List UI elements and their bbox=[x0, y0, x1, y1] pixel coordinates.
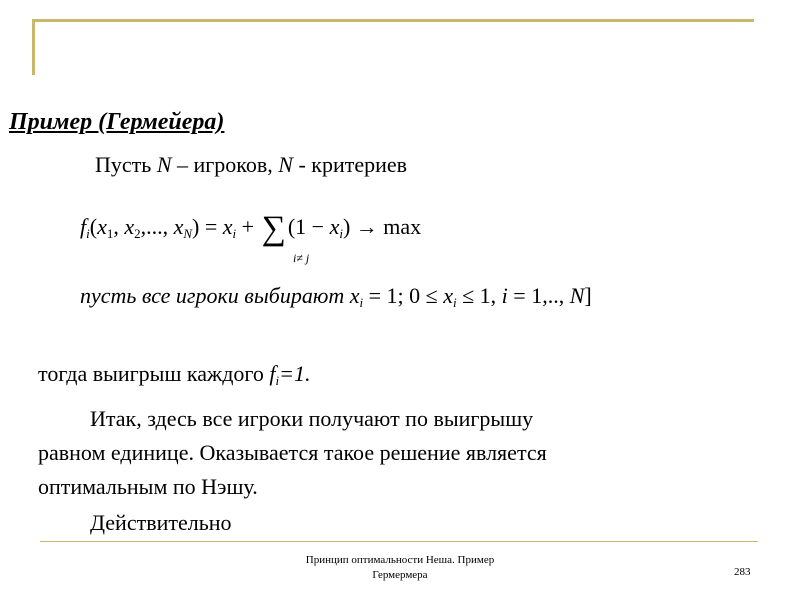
result-eq: =1. bbox=[279, 361, 311, 386]
condition-x: x bbox=[349, 283, 360, 308]
closing-word: Действительно bbox=[90, 510, 232, 535]
condition-tail: ≤ 1, bbox=[456, 283, 502, 308]
condition-words: пусть все игроки выбирают bbox=[80, 283, 350, 308]
footer-divider bbox=[40, 541, 758, 542]
formula-xi-index: i bbox=[232, 226, 237, 241]
decor-vertical-line bbox=[32, 19, 35, 75]
formula-x2-index: 2 bbox=[134, 226, 141, 241]
result-f: f bbox=[269, 361, 276, 386]
formula-close-eq: ) = bbox=[192, 214, 223, 239]
formula-comma2: ,..., bbox=[140, 214, 174, 239]
formula-plus: + bbox=[236, 214, 260, 239]
footer-line-1: Принцип оптимальности Неша. Пример bbox=[305, 554, 495, 566]
slide-title: Пример (Гермейера) bbox=[9, 109, 225, 135]
intro-line bbox=[95, 152, 407, 178]
paragraph bbox=[38, 402, 547, 504]
formula-xN: x bbox=[173, 214, 184, 239]
strategy-condition bbox=[80, 283, 592, 311]
formula-xN-index: N bbox=[183, 226, 193, 241]
intro-mid: – игроков, bbox=[171, 152, 279, 177]
condition-N: N bbox=[569, 283, 585, 308]
result-line bbox=[38, 361, 311, 389]
paragraph-line-1: Итак, здесь все игроки получают по выигрышу bbox=[90, 406, 534, 431]
formula-xi: x bbox=[222, 214, 233, 239]
condition-eq: = 1; 0 ≤ bbox=[363, 283, 444, 308]
formula-arrow-max: ) → max bbox=[342, 214, 422, 239]
formula-paren: (1 − bbox=[287, 214, 330, 239]
decor-top-line bbox=[32, 19, 754, 22]
footer-caption bbox=[250, 553, 550, 583]
condition-x2: x bbox=[443, 283, 453, 308]
formula-open: ( bbox=[89, 214, 98, 239]
payoff-formula bbox=[80, 210, 422, 265]
formula-x1-index: 1 bbox=[106, 226, 114, 241]
sum-index: i≠ j bbox=[293, 251, 310, 265]
condition-end: ] bbox=[584, 283, 592, 308]
intro-suffix: - критериев bbox=[292, 152, 408, 177]
page-number: 283 bbox=[734, 566, 751, 578]
intro-var-n-players: N bbox=[156, 152, 172, 177]
footer-line-2: Гермермера bbox=[372, 569, 428, 581]
condition-i: i bbox=[501, 283, 508, 308]
paragraph-line-2: равном единице. Оказывается такое решение является bbox=[38, 440, 547, 465]
formula-x2: x bbox=[124, 214, 135, 239]
formula-xi-2-index: i bbox=[339, 226, 343, 241]
intro-prefix: Пусть bbox=[95, 152, 157, 177]
result-prefix: тогда выигрыш каждого bbox=[38, 361, 270, 386]
sum-symbol: ∑ bbox=[261, 210, 286, 247]
formula-xi-2: x bbox=[329, 214, 340, 239]
condition-x2-index: i bbox=[452, 295, 457, 310]
formula-comma1: , bbox=[113, 214, 125, 239]
condition-x-index: i bbox=[359, 295, 364, 310]
intro-var-n-criteria: N bbox=[278, 152, 293, 177]
formula-f: f bbox=[80, 214, 87, 239]
result-f-index: i bbox=[275, 373, 280, 388]
condition-range: = 1,.., bbox=[507, 283, 570, 308]
formula-f-index: i bbox=[86, 226, 90, 241]
paragraph-line-3: оптимальным по Нэшу. bbox=[38, 474, 258, 499]
formula-x1: x bbox=[97, 214, 107, 239]
